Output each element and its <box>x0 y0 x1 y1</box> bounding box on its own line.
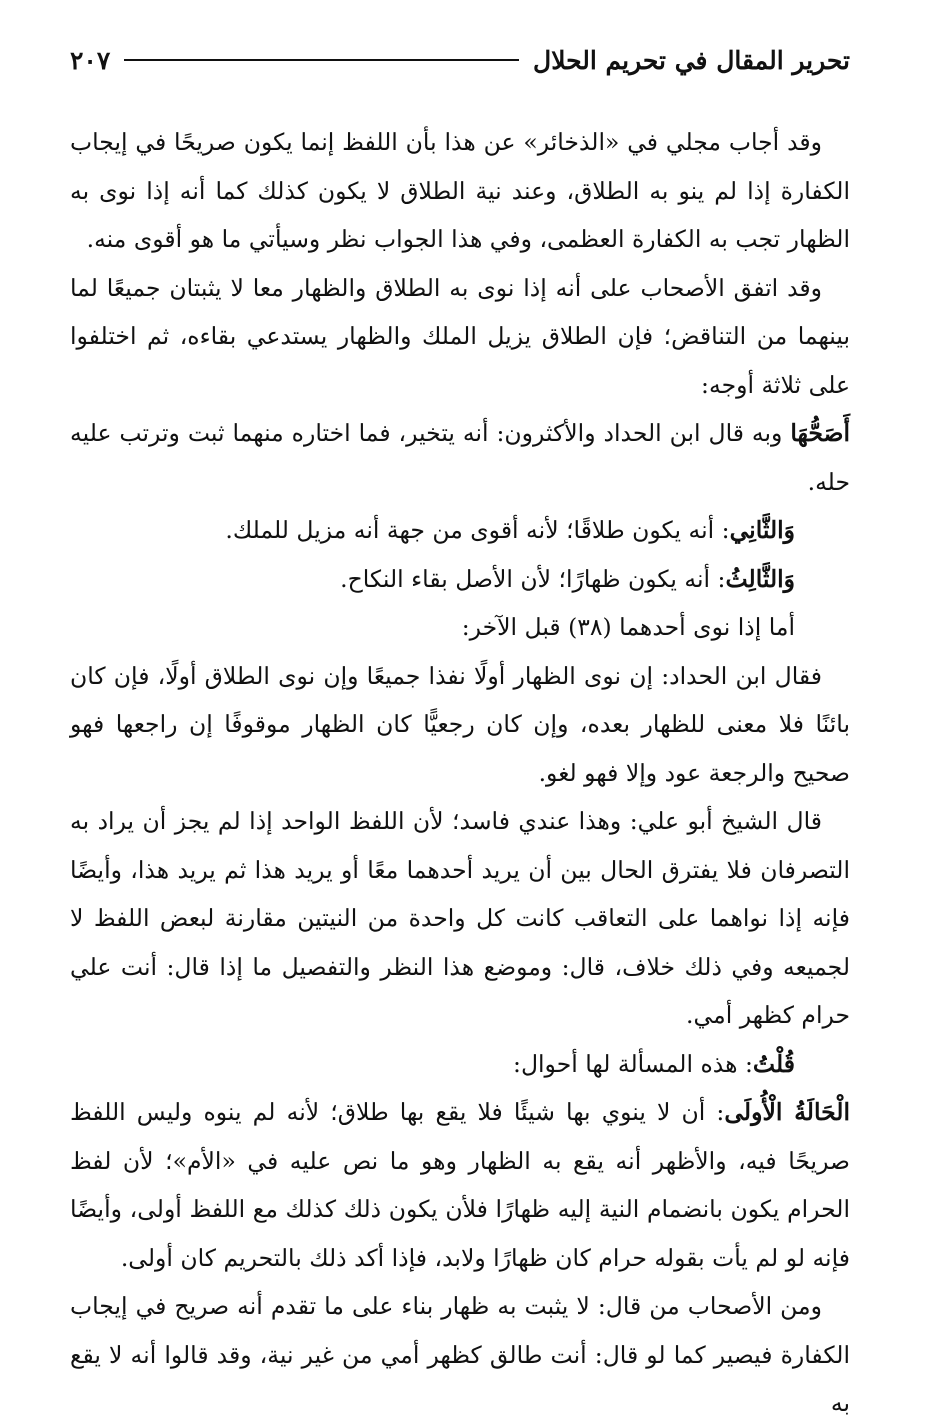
page-header <box>70 40 850 80</box>
running-title: تحرير المقال في تحريم الحلال <box>533 45 850 75</box>
header-rule <box>124 59 519 61</box>
paragraph-lead: قُلْتُ <box>752 1049 795 1078</box>
paragraph: وَالثَّالِثُ: أنه يكون ظهارًا؛ لأن الأصل بقاء النكاح. <box>340 564 795 593</box>
paragraph-lead: أَصَحُّهَا <box>790 419 850 447</box>
paragraph: قُلْتُ: هذه المسألة لها أحوال: <box>513 1049 795 1078</box>
paragraph: وَالثَّانِي: أنه يكون طلاقًا؛ لأنه أقوى من جهة أنه مزيل للملك. <box>225 516 795 544</box>
paragraph-lead: الْحَالَةُ الْأُولَى <box>724 1098 850 1126</box>
paragraph: وقد اتفق الأصحاب على أنه إذا نوى به الطلاق والظهار معا لا يثبتان جميعًا لما بينهما من التناقض؛ فإن الطلاق يزيل الملك والظهار يستدعي بقاءه، ثم اختلفوا على ثلاثة أوجه: <box>70 273 850 399</box>
paragraph: فقال ابن الحداد: إن نوى الظهار أولًا نفذا جميعًا وإن نوى الطلاق أولًا، فإن كان بائنًا فلا معنى للظهار بعده، وإن كان رجعيًّا كان الظهار موقوفًا إن راجعها فهو صحيح والرجعة عود وإلا فهو لغو. <box>70 661 850 787</box>
paragraph: الْحَالَةُ الْأُولَى: أن لا ينوي بها شيئًا فلا يقع بها طلاق؛ لأنه لم ينوه وليس اللفظ صريحًا فيه، والأظهر أنه يقع به الظهار وهو ما نص عليه في «الأم»؛ لأن لفظ الحرام يكون بانضمام النية إليه ظهارًا فلأن يكون ذلك كذلك مع اللفظ أولى، وأيضًا فإنه لو لم يأت بقوله حرام كان ظهارًا ولابد، فإذا أكد ذلك بالتحريم كان أولى. <box>70 1098 850 1272</box>
paragraph: وقد أجاب مجلي في «الذخائر» عن هذا بأن اللفظ إنما يكون صريحًا في إيجاب الكفارة إذا لم ينو به الطلاق، وعند نية الطلاق لا يكون كذلك كما أنه إذا نوى به الظهار تجب به الكفارة العظمى، وفي هذا الجواب نظر وسيأتي ما هو أقوى منه. <box>70 128 850 253</box>
paragraph: أما إذا نوى أحدهما (٣٨) قبل الآخر: <box>461 613 795 641</box>
page-number: ٢٠٧ <box>70 45 111 75</box>
paragraph-lead: وَالثَّالِثُ <box>725 564 795 593</box>
paragraph-lead: وَالثَّانِي <box>729 516 795 544</box>
paragraph: أَصَحُّهَا وبه قال ابن الحداد والأكثرون: أنه يتخير، فما اختاره منهما ثبت وترتب عليه حله. <box>70 419 850 496</box>
paragraph: قال الشيخ أبو علي: وهذا عندي فاسد؛ لأن اللفظ الواحد إذا لم يجز أن يراد به التصرفان فلا يفترق الحال بين أن يريد أحدهما معًا أو يريد هذا ثم يريد هذا، وأيضًا فإنه إذا نواهما على التعاقب كانت كل واحدة من النيتين مقارنة لبعض اللفظ لا لجميعه وفي ذلك خلاف، قال: وموضع هذا النظر والتفصيل ما إذا قال: أنت علي حرام كظهر أمي. <box>70 807 850 1029</box>
paragraph: ومن الأصحاب من قال: لا يثبت به ظهار بناء على ما تقدم أنه صريح في إيجاب الكفارة فيصير كما لو قال: أنت طالق كظهر أمي من غير نية، وقد قالوا أنه لا يقع به <box>70 1292 850 1417</box>
body-text <box>70 118 850 1428</box>
